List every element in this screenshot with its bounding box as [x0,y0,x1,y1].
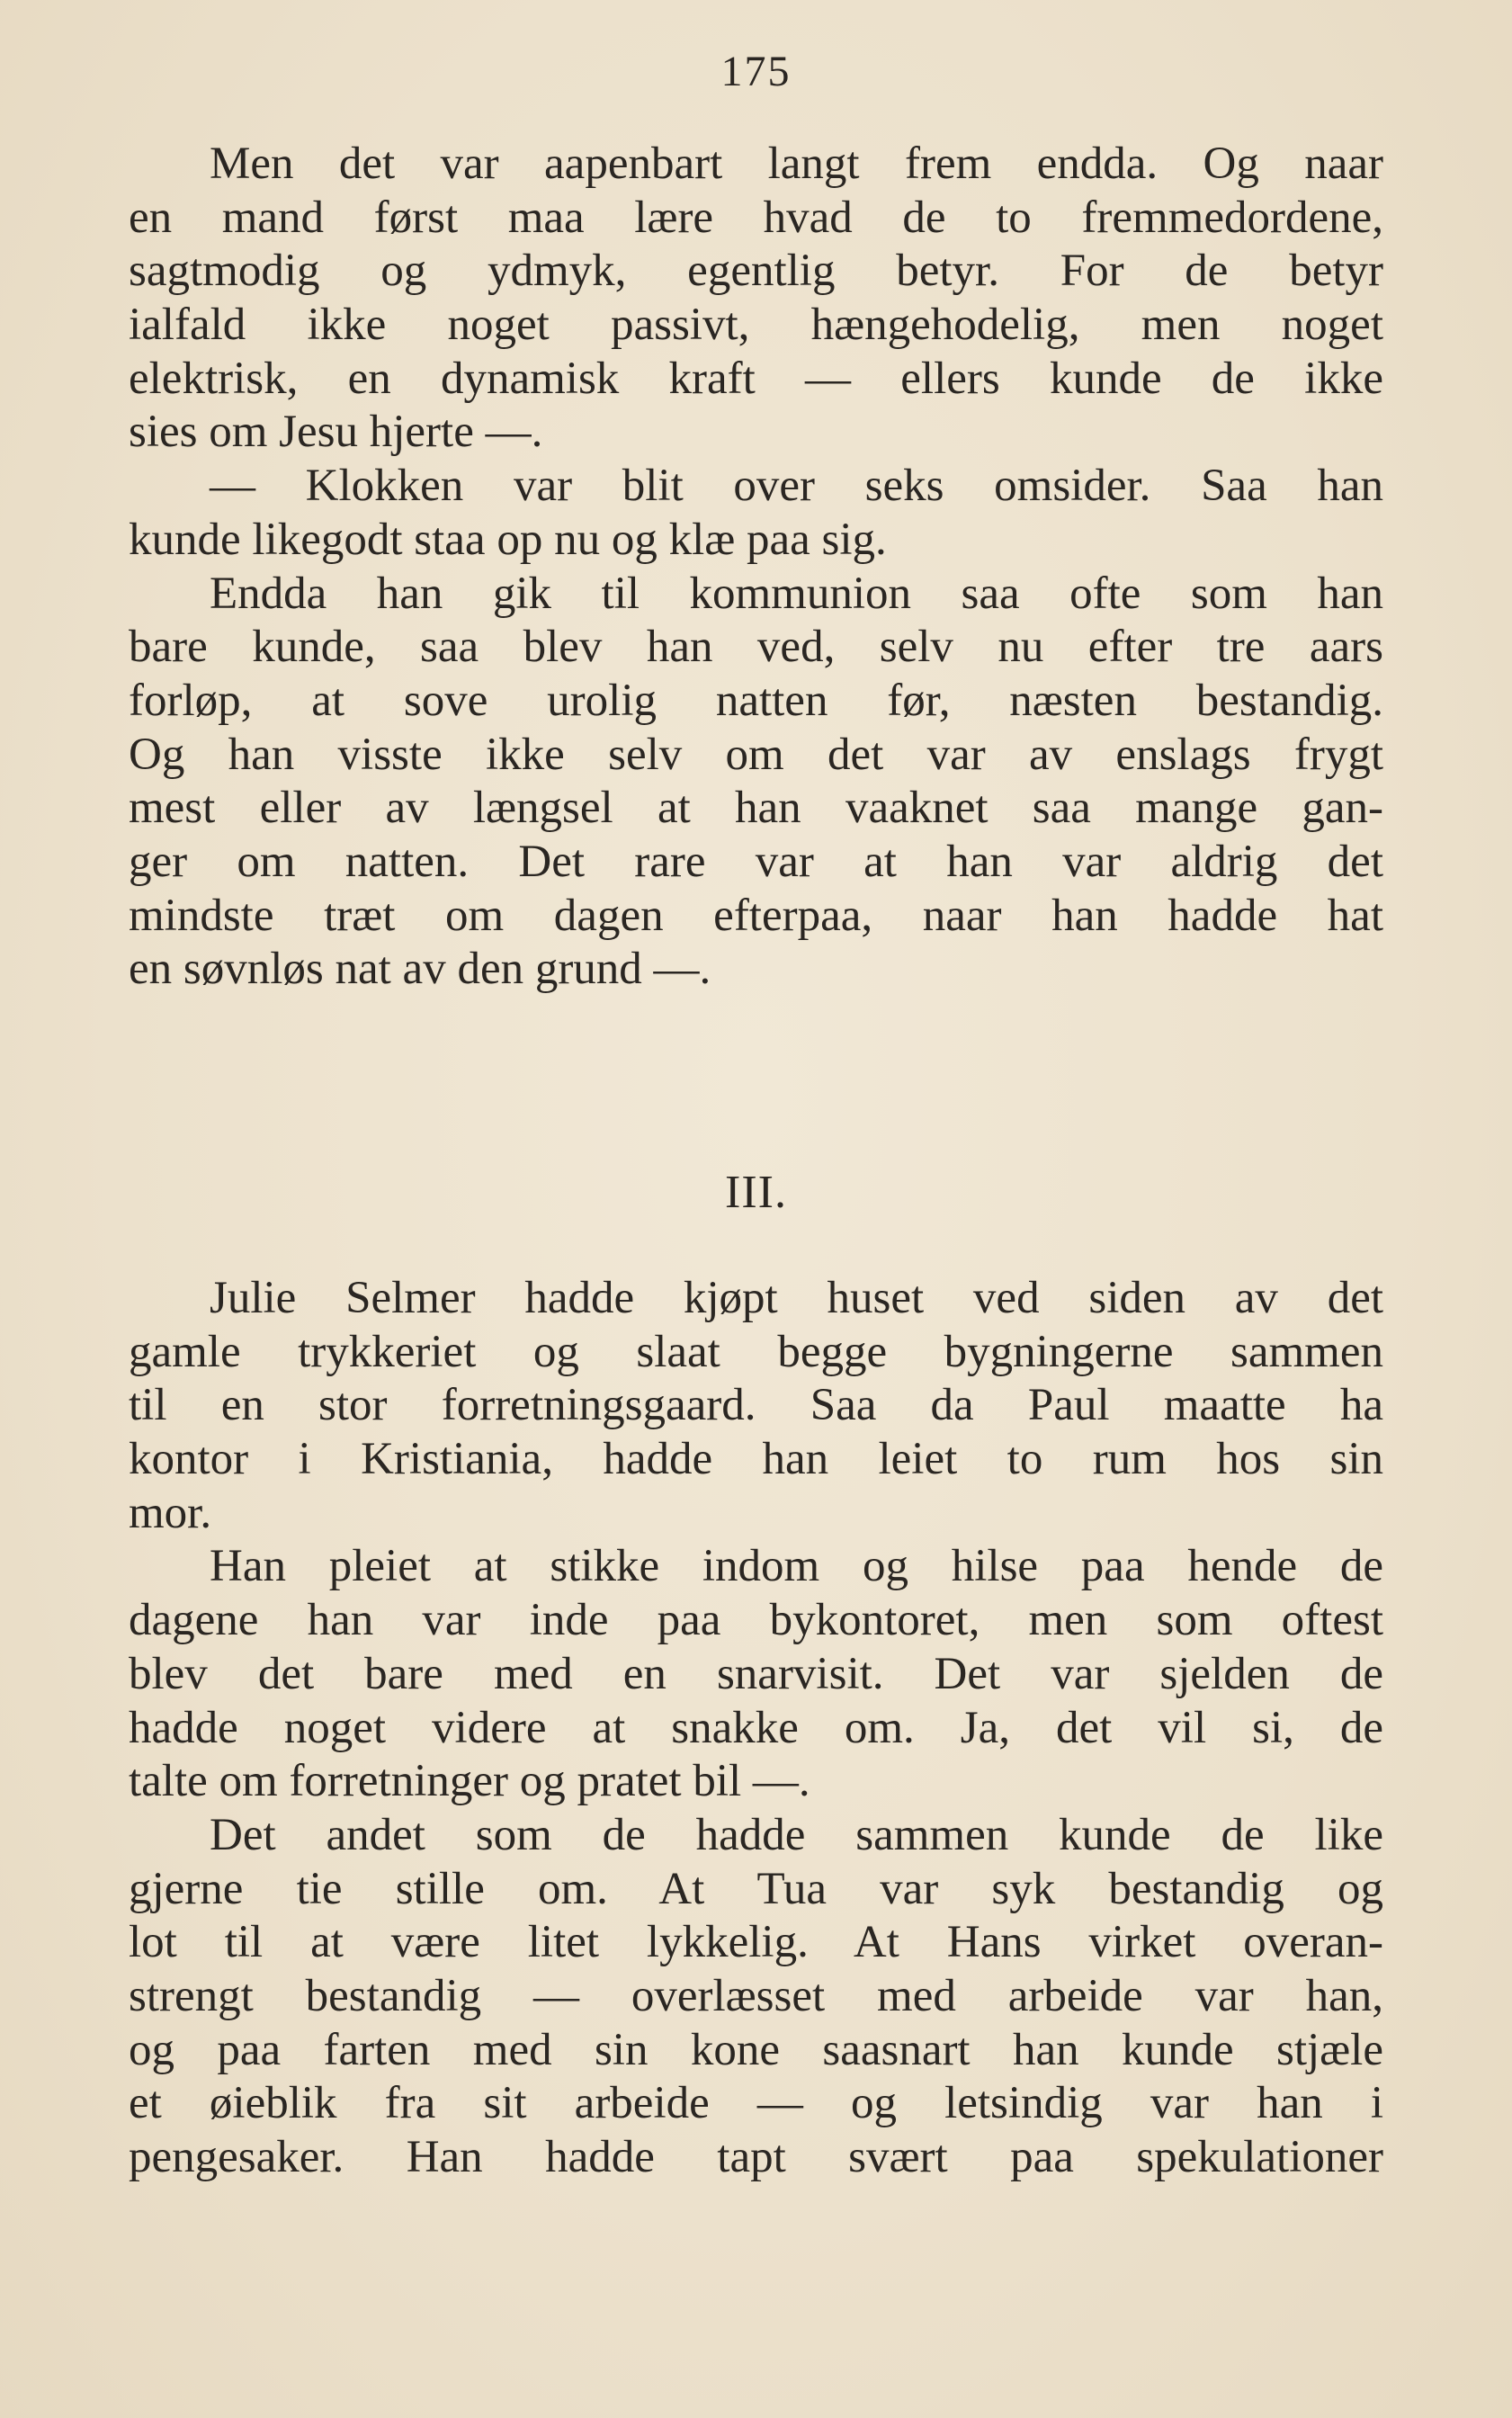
text-line: Men det var aapenbart langt frem endda. Og naar [210,139,1383,189]
text-line: strengt bestandig — overlæsset med arbeide var han, [129,1970,1383,2021]
text-line: ialfald ikke noget passivt, hængehodelig, men noget [129,300,1383,351]
text-line: Og han visste ikke selv om det var av enslags frygt [129,729,1383,780]
text-line: hadde noget videre at snakke om. Ja, det vil si, de [129,1702,1383,1753]
text-line: til en stor forretningsgaard. Saa da Paul maatte ha [129,1380,1383,1431]
text-line: mest eller av længsel at han vaaknet saa mange gan- [129,783,1383,834]
section-heading: III. [725,1167,787,1218]
text-line: gamle trykkeriet og slaat begge bygningerne sammen [129,1326,1383,1377]
text-line: pengesaker. Han hadde tapt svært paa spekulationer [129,2132,1383,2182]
text-line: et øieblik fra sit arbeide — og letsindig var han i [129,2078,1383,2129]
text-line: Han pleiet at stikke indom og hilse paa hende de [210,1541,1383,1592]
text-line: dagene han var inde paa bykontoret, men som oftest [129,1595,1383,1646]
text-line: en søvnløs nat av den grund —. [129,944,711,995]
text-line: sies om Jesu hjerte —. [129,407,543,458]
text-line: sagtmodig og ydmyk, egentlig betyr. For de betyr [129,246,1383,297]
text-line: mindste træt om dagen efterpaa, naar han hadde hat [129,890,1383,941]
text-block-2 [129,1272,1383,2185]
text-block-1 [129,138,1383,997]
text-line: elektrisk, en dynamisk kraft — ellers kunde de ikke [129,353,1383,404]
text-line: forløp, at sove urolig natten før, næsten bestandig. [129,675,1383,726]
text-line: gjerne tie stille om. At Tua var syk bestandig og [129,1863,1383,1914]
text-line: kunde likegodt staa op nu og klæ paa sig. [129,514,887,565]
text-line: bare kunde, saa blev han ved, selv nu efter tre aars [129,622,1383,673]
text-line: Endda han gik til kommunion saa ofte som han [210,568,1383,619]
text-line: mor. [129,1487,212,1538]
text-line: talte om forretninger og pratet bil —. [129,1756,810,1807]
text-line: Det andet som de hadde sammen kunde de like [210,1809,1383,1860]
text-line: blev det bare med en snarvisit. Det var sjelden de [129,1648,1383,1699]
text-line: kontor i Kristiania, hadde han leiet to rum hos sin [129,1434,1383,1485]
text-line: ger om natten. Det rare var at han var aldrig det [129,836,1383,887]
text-line: — Klokken var blit over seks omsider. Saa han [210,461,1383,512]
page-number: 175 [720,48,792,95]
text-line: og paa farten med sin kone saasnart han kunde stjæle [129,2024,1383,2075]
text-line: en mand først maa lære hvad de to fremmedordene, [129,192,1383,243]
text-line: Julie Selmer hadde kjøpt huset ved siden av det [210,1273,1383,1323]
text-line: lot til at være litet lykkelig. At Hans virket overan- [129,1917,1383,1968]
